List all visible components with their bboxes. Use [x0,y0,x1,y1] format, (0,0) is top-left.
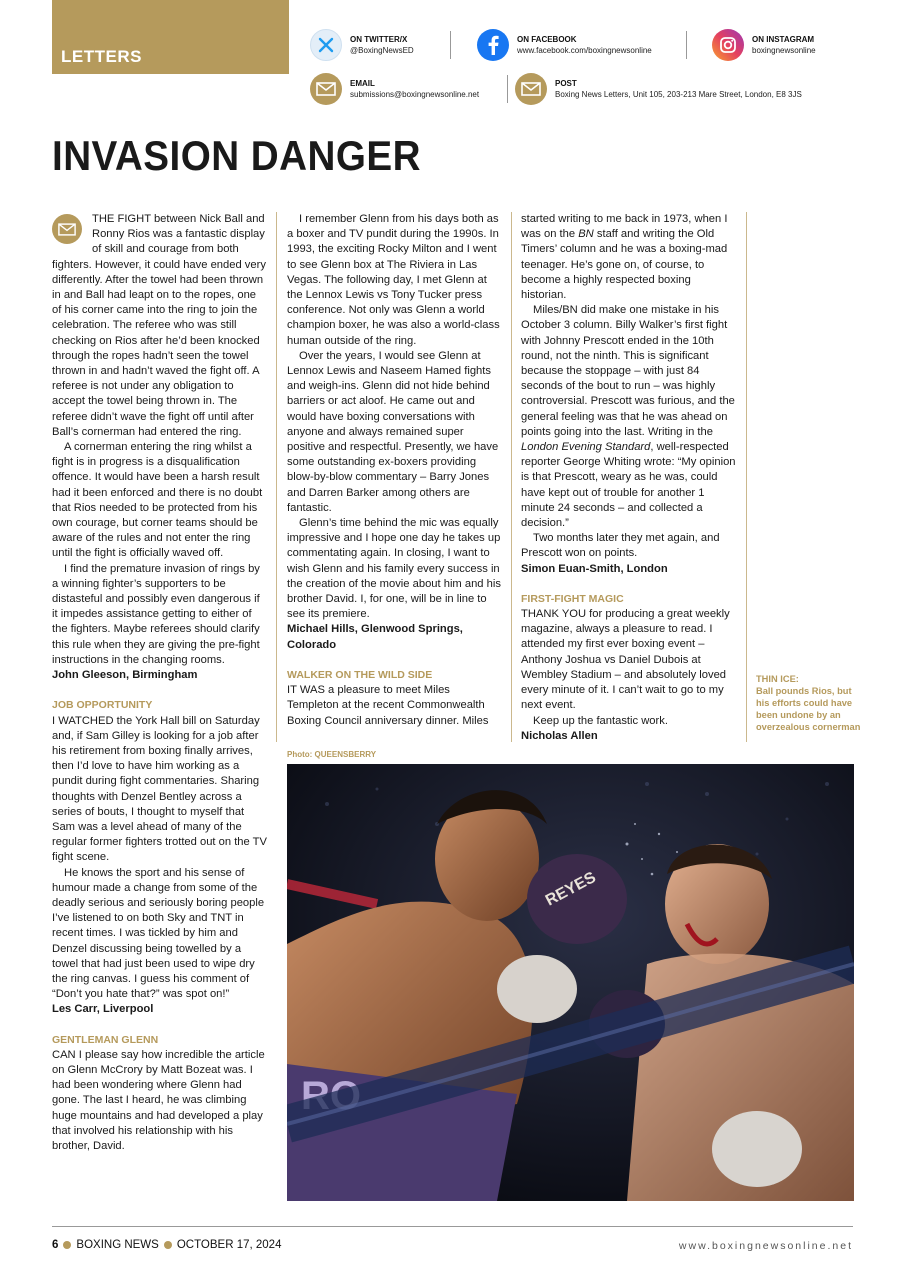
letter-subheading: WALKER ON THE WILD SIDE [287,668,433,681]
letters-column-2 [287,212,503,729]
letter-signature: Les Carr, Liverpool [52,1003,154,1016]
letter-paragraph: Miles/BN did make one mistake in his October 3 column. Billy Walker’s first fight with Johnny Prescott ended in the 10th round, not the ninth. This is significant because the stoppage – with just 84 seconds of the bout to run – was highly controversial. Prescott was furious, and the general feeling was that he was ahead on points going into the last. Writing in the London Evening Standard, well-respected reporter George Whiting wrote: “My opinion is that Prescott, weary as he was, could have kept out of trouble for another 1 minute 24 seconds – and collected a decision.” [521,304,736,530]
emphasis: BN [578,228,594,241]
divider [507,75,508,103]
page-footer [52,1239,281,1251]
letter-subheading: JOB OPPORTUNITY [52,699,153,712]
issue-date: OCTOBER 17, 2024 [176,1239,282,1251]
twitter-handle: @BoxingNewsED [350,46,414,55]
post-address: Boxing News Letters, Unit 105, 203-213 Mare Street, London, E8 3JS [555,90,802,99]
envelope-icon [310,73,342,105]
twitter-label: ON TWITTER/X [350,35,408,44]
letter-paragraph: He knows the sport and his sense of humour made a change from some of the deadly serious and seriously boring people I’ve listened to on both Sky and TNT in recent times. I was tickled by him and Denzel discussing being towelled by a towel that had just been used to wipe dry the ring canvas. I guess his comment of “Don’t you hate that?” was spot on!” [52,866,265,1001]
facebook-label: ON FACEBOOK [517,35,577,44]
glove-brand-text: REYES [542,869,599,910]
letter-subheading: GENTLEMAN GLENN [52,1033,159,1046]
envelope-icon [515,73,547,105]
letter-signature: John Gleeson, Birmingham [52,669,198,682]
letter-paragraph: CAN I please say how incredible the article on Glenn McCrory by Matt Bozeat was. I had been wondering where Glenn had gone. The last I heard, he was climbing huge mountains and had developed a play that involved his relationship with his brother, David. [52,1048,265,1152]
publication-name: BOXING NEWS [76,1239,159,1251]
section-tab [52,0,289,74]
letter-paragraph: THANK YOU for producing a great weekly magazine, always a pleasure to read. I attended my first ever boxing event – Anthony Joshua vs Daniel Dubois at Wembley Stadium – and absolutely loved every minute of it. I can’t wait to go to my next event. [521,608,730,712]
boxing-photo [287,764,854,1201]
caption-title: THIN ICE: [756,674,799,684]
emphasis: London Evening Standard [521,441,651,454]
letter-paragraph: Over the years, I would see Glenn at Lennox Lewis and Naseem Hamed fights and weigh-ins. Glenn did not hide behind barriers or act aloof. He came out and would have boxing conversations with anyone and always remained super positive and respectful. Presently, we have some outstanding ex-boxers providing blow-by-blow commentary – Barry Jones and Darren Barker among others are fantastic. [287,349,499,514]
facebook-logo-icon [477,29,509,61]
envelope-icon [52,214,82,244]
letter-paragraph: I remember Glenn from his days both as a boxer and TV pundit during the 1990s. In 1993, the exciting Rocky Milton and I went to see Glenn box at The Riviera in Las Vegas. The following day, I met Glenn at the Lennox Lewis vs Tony Tucker press conference. Not only was Glenn a world champion boxer, he was also a world-class human outside of the ring. [287,213,500,347]
letter-signature: Michael Hills, Glenwood Springs, Colorado [287,623,463,651]
contact-twitter[interactable] [310,29,414,61]
letter-paragraph: Keep up the fantastic work. [533,714,668,727]
page-headline: INVASION DANGER [52,132,422,179]
letter-signature: Nicholas Allen [521,729,598,742]
footer-rule [52,1226,853,1227]
letters-column-1 [52,212,268,1154]
letter-signature: Simon Euan-Smith, London [521,562,668,575]
trunks-text: RO [301,1074,361,1118]
letter-paragraph: I WATCHED the York Hall bill on Saturday and, if Sam Gilley is looking for a job after his retirement from boxing finally arrives, then I’d love to have him working as a pundit during fight commentaries. Sharing thoughts with Denzel Bentley across a series of bouts, I thought to myself that Sam was a level ahead of many of the regular former fighters trotted out on the TV fight scene. [52,714,267,864]
letter-paragraph: A cornerman entering the ring whilst a fight is in progress is a disqualification offence. It would have been a harsh result had it been enforced and there is no doubt that Rios needed to be protected from his own courage, but corner teams should be aware of the rules and not enter the ring until the fight is officially waved off. [52,441,263,560]
column-divider [746,212,747,742]
letters-column-3 [521,212,737,759]
instagram-handle: boxingnewsonline [752,46,816,55]
bullet-icon [63,1241,71,1249]
x-logo-icon [310,29,342,61]
instagram-logo-icon [712,29,744,61]
contact-instagram[interactable] [712,29,816,61]
letter-paragraph: THE FIGHT between Nick Ball and Ronny Rios was a fantastic display of skill and courage from both fighters. However, it could have ended very differently. After the towel had been thrown in and Ball had leapt on to the ropes, one of his corner came into the ring to join the celebration. The referee who was still checking on Rios after he’d been knocked through the ropes hadn’t seen the towel thrown in and hadn’t waved the fight off. A referee is not under any obligation to accept the towel being thrown in. The referee didn’t wave the fight off until after Ball’s cornerman had entered the ring. [52,213,266,438]
letter-paragraph: started writing to me back in 1973, when I was on the BN staff and writing the Old Timers’ column and he was a boxing-mad teenager. He’s gone on, of course, to become a highly respected boxing historian. [521,213,728,302]
instagram-label: ON INSTAGRAM [752,35,815,44]
photo-credit: Photo: QUEENSBERRY [287,750,377,759]
footer-website[interactable]: www.boxingnewsonline.net [678,1240,853,1252]
column-divider [511,212,512,742]
email-label: EMAIL [350,79,375,88]
letter-paragraph: Glenn’s time behind the mic was equally impressive and I hope one day he takes up commentating again. In closing, I want to wish Glenn and his family every success in the creation of the movie about him and his brother David. I, for one, will be in line to see its premiere. [287,517,501,621]
letter-subheading: FIRST-FIGHT MAGIC [521,592,624,605]
section-label: LETTERS [61,47,142,66]
letter-paragraph: Two months later they met again, and Prescott won on points. [521,532,720,560]
facebook-url: www.facebook.com/boxingnewsonline [517,46,652,55]
letter-paragraph: I find the premature invasion of rings by a winning fighter’s supporters to be distasteful and possibly even dangerous if it impedes assistance getting to either of the fighters. Maybe referees should clarify this rule when they are giving the pre-fight instructions in the changing rooms. [52,562,260,666]
post-label: POST [555,79,577,88]
page-number: 6 [52,1239,59,1251]
caption-text: Ball pounds Rios, but his efforts could have been undone by an overzealous cornerman [756,686,861,732]
column-divider [276,212,277,742]
contact-email[interactable] [310,73,479,105]
contact-post [515,73,802,105]
letter-paragraph: IT WAS a pleasure to meet Miles Templeton at the recent Commonwealth Boxing Council anniversary dinner. Miles [287,684,489,727]
bullet-icon [164,1241,172,1249]
photo-caption [756,673,864,733]
boxing-photo-illustration [287,764,854,1201]
email-address: submissions@boxingnewsonline.net [350,90,480,99]
divider [450,31,451,59]
divider [686,31,687,59]
contact-facebook[interactable] [477,29,652,61]
